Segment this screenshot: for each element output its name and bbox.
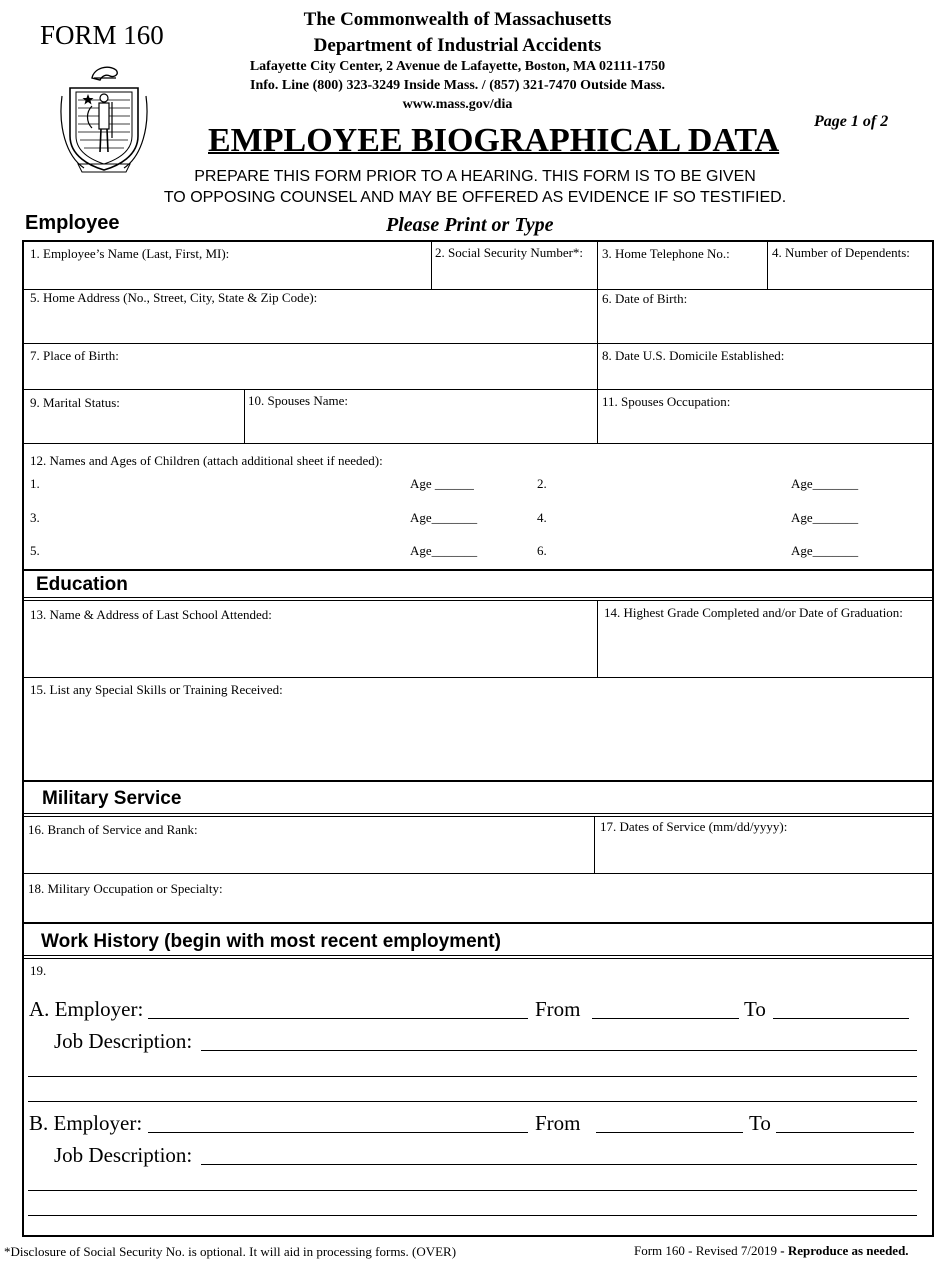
child-age-5[interactable]: Age_______ (410, 543, 478, 558)
employer-a-input[interactable] (148, 1018, 528, 1019)
field-home-address[interactable]: 5. Home Address (No., Street, City, State & Zip Code): (30, 290, 318, 305)
field-highest-grade[interactable]: 14. Highest Grade Completed and/or Date of Graduation: (604, 605, 903, 620)
employer-a-from-label: From (535, 997, 581, 1021)
field-spouse-name[interactable]: 10. Spouses Name: (248, 393, 349, 408)
section-military: Military Service (42, 788, 182, 809)
field-domicile-date[interactable]: 8. Date U.S. Domicile Established: (602, 348, 785, 363)
state-seal-icon (56, 56, 152, 174)
section-education: Education (36, 574, 128, 595)
employer-b-label: B. Employer: (29, 1111, 143, 1135)
employer-b-from-label: From (535, 1111, 581, 1135)
child-2[interactable]: 2. (537, 476, 547, 491)
employer-a-job-description-input[interactable] (201, 1050, 917, 1051)
field-dependents[interactable]: 4. Number of Dependents: (772, 245, 910, 260)
section-employee: Employee (25, 212, 120, 234)
employer-a-job-description-line-3[interactable] (28, 1101, 917, 1102)
reproduce-note: - Reproduce as needed. (777, 1243, 909, 1258)
form-number: FORM 160 (40, 20, 164, 50)
employer-b-input[interactable] (148, 1132, 528, 1133)
website: www.mass.gov/dia (402, 97, 513, 112)
ssn-disclosure-note: *Disclosure of Social Security No. is optional. It will aid in processing forms. (OVER) (4, 1244, 457, 1259)
field-military-occupation[interactable]: 18. Military Occupation or Specialty: (28, 881, 223, 896)
employer-b-job-description-line-2[interactable] (28, 1190, 917, 1191)
field-spouse-occupation[interactable]: 11. Spouses Occupation: (602, 394, 731, 409)
child-6[interactable]: 6. (537, 543, 547, 558)
page-indicator: Page 1 of 2 (814, 113, 889, 130)
employer-a-from-input[interactable] (592, 1018, 739, 1019)
child-age-2[interactable]: Age_______ (791, 476, 859, 491)
employer-b-from-input[interactable] (596, 1132, 743, 1133)
field-place-of-birth[interactable]: 7. Place of Birth: (30, 348, 119, 363)
instruction-line-2: TO OPPOSING COUNSEL AND MAY BE OFFERED AS EVIDENCE IF SO TESTIFIED. (163, 189, 787, 206)
form-revision (634, 1243, 909, 1259)
child-3[interactable]: 3. (30, 510, 40, 525)
child-5[interactable]: 5. (30, 543, 40, 558)
field-branch-rank[interactable]: 16. Branch of Service and Rank: (28, 822, 198, 837)
employer-a-label: A. Employer: (29, 997, 144, 1021)
instruction-line-1: PREPARE THIS FORM PRIOR TO A HEARING. THIS FORM IS TO BE GIVEN (194, 168, 756, 185)
field-special-skills[interactable]: 15. List any Special Skills or Training Received: (30, 682, 283, 697)
field-home-phone[interactable]: 3. Home Telephone No.: (602, 246, 730, 261)
child-age-4[interactable]: Age_______ (791, 510, 859, 525)
child-age-1[interactable]: Age ______ (410, 476, 474, 491)
field-last-school[interactable]: 13. Name & Address of Last School Attended: (30, 607, 272, 622)
info-line: Info. Line (800) 323-3249 Inside Mass. / (857) 321-7470 Outside Mass. (250, 78, 665, 93)
child-age-6[interactable]: Age_______ (791, 543, 859, 558)
department-address: Lafayette City Center, 2 Avenue de Lafayette, Boston, MA 02111-1750 (249, 59, 666, 74)
employer-b-job-description-line-3[interactable] (28, 1215, 917, 1216)
child-1[interactable]: 1. (30, 476, 40, 491)
field-work-history: 19. (30, 963, 47, 978)
print-note: Please Print or Type (386, 214, 554, 236)
employer-a-job-description-line-2[interactable] (28, 1076, 917, 1077)
state-seal (56, 56, 152, 174)
employer-b-job-description-label: Job Description: (54, 1143, 193, 1167)
field-ssn[interactable]: 2. Social Security Number*: (435, 245, 584, 260)
employer-a-to-input[interactable] (773, 1018, 909, 1019)
child-age-3[interactable]: Age_______ (410, 510, 478, 525)
field-children[interactable]: 12. Names and Ages of Children (attach additional sheet if needed): (30, 453, 383, 468)
department-name: Department of Industrial Accidents (313, 35, 602, 56)
page-title: EMPLOYEE BIOGRAPHICAL DATA (208, 122, 780, 159)
section-work-history: Work History (begin with most recent employment) (41, 931, 501, 952)
employer-b-to-input[interactable] (776, 1132, 914, 1133)
field-employee-name[interactable]: 1. Employee’s Name (Last, First, MI): (30, 246, 230, 261)
employer-b-job-description-input[interactable] (201, 1164, 917, 1165)
state-name: The Commonwealth of Massachusetts (303, 9, 612, 30)
form-revision-text: Form 160 - Revised 7/2019 (634, 1243, 777, 1258)
field-marital-status[interactable]: 9. Marital Status: (30, 395, 120, 410)
employer-a-job-description-label: Job Description: (54, 1029, 193, 1053)
employer-b-to-label: To (749, 1111, 771, 1135)
employer-a-to-label: To (744, 997, 766, 1021)
field-date-of-birth[interactable]: 6. Date of Birth: (602, 291, 688, 306)
child-4[interactable]: 4. (537, 510, 547, 525)
field-service-dates[interactable]: 17. Dates of Service (mm/dd/yyyy): (600, 819, 788, 834)
